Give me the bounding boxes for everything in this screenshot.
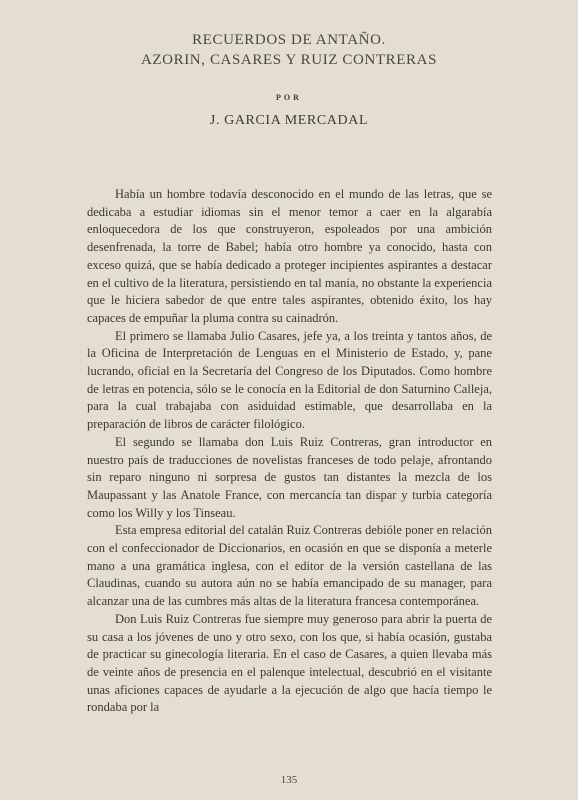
article-title-line-1: RECUERDOS DE ANTAÑO. (192, 32, 386, 48)
page-number: 135 (280, 774, 298, 786)
paragraph-5: Don Luis Ruiz Contreras fue siempre muy generoso para abrir la puerta de su casa a los jóvenes de uno y otro sexo, con los que, si había ocasión, gustaba de practicar su ginecología literaria. En el caso de Casares, a quien llevaba más de veinte años de presencia en el palenque intelectual, descubrió en el visitante unas aficiones capaces de ayudarle a la ejecución de algo que hacía tiempo le rondaba por la (87, 611, 492, 715)
byline-por: POR (276, 93, 302, 102)
article-title (0, 30, 578, 70)
paragraph-1: Había un hombre todavía desconocido en el mundo de las letras, que se dedicaba a estudiar idiomas sin el menor temor a caer en la algarabía enloquecedora de los que construyeron, espoleados por una ambición desenfrenada, la torre de Babel; había otro hombre ya conocido, hasta con exceso quizá, que se había dedicado a proteger incipientes aspirantes a destacar en el cultivo de la literatura, persistiendo en tal manía, no obstante la experiencia que le hiciera sabedor de que entre tales aspirantes, obtenido éxito, los hay capaces de empuñar la pluma contra su cainadrón. (87, 187, 492, 325)
paragraph-2: El primero se llamaba Julio Casares, jefe ya, a los treinta y tantos años, de la Oficina de Interpretación de Lenguas en el Ministerio de Estado, y, pane lucrando, oficial en la Secretaría del Congreso de los Diputados. Como hombre de letras en potencia, sólo se le conocía en la Editorial de don Saturnino Calleja, para la cual trabajaba con asiduidad estimable, que desarrollaba en la preparación de libros de carácter filológico. (87, 328, 492, 432)
author-name: J. GARCIA MERCADAL (209, 113, 369, 128)
article-title-line-2: AZORIN, CASARES Y RUIZ CONTRERAS (140, 52, 438, 68)
paragraph-3: El segundo se llamaba don Luis Ruiz Contreras, gran introductor en nuestro país de traducciones de novelistas franceses de todo pelaje, afrontando sin reparo ninguno ni sorpresa de gustos tan distantes la mezcla de los Maupassant y las Anatole France, con mercancía tan dispar y turbia categoría como los Willy y los Tinseau. (87, 434, 492, 520)
paragraph-4: Esta empresa editorial del catalán Ruiz Contreras debióle poner en relación con el confeccionador de Diccionarios, en ocasión en que se disponía a meterle mano a una gramática inglesa, con el editor de la versión castellana de las Claudinas, cuando su autora aún no se había emancipado de su manager, para alcanzar una de las cumbres más altas de la literatura francesa contemporánea. (87, 523, 492, 609)
article-body (87, 186, 492, 717)
